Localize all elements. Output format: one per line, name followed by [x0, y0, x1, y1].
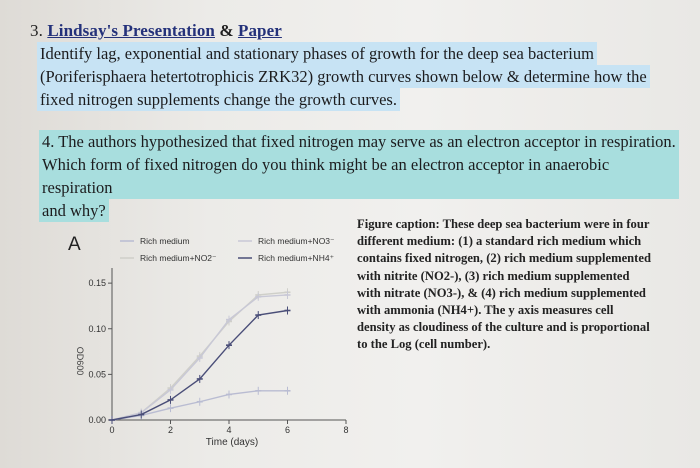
growth-curve-chart — [60, 226, 355, 456]
caption-line: different medium: (1) a standard rich medium which — [357, 234, 642, 249]
x-tick-label: 2 — [167, 425, 174, 435]
chart-legend — [120, 236, 335, 263]
panel-letter: A — [68, 234, 81, 255]
question-3-line-3: fixed nitrogen supplements change the growth curves. — [37, 88, 400, 111]
data-point — [168, 404, 174, 412]
question-4-text — [39, 130, 679, 222]
x-tick-label: 8 — [343, 425, 349, 435]
question-3-line-1: Identify lag, exponential and stationary phases of growth for the deep sea bacterium — [37, 42, 597, 65]
question-4-line-3: and why? — [39, 199, 109, 222]
question-3-heading — [30, 21, 282, 41]
caption-line: with nitrite (NO2-), (3) rich medium supplemented — [357, 268, 630, 283]
legend-label: Rich medium — [140, 236, 190, 246]
question-number: 3. — [30, 21, 43, 40]
question-4-line-1: 4. The authors hypothesized that fixed nitrogen may serve as an electron acceptor in respiration. — [39, 130, 679, 153]
data-point — [255, 387, 261, 395]
legend-label: Rich medium+NO3⁻ — [258, 236, 335, 246]
figure-caption — [357, 216, 692, 354]
y-tick-label: 0.05 — [88, 369, 106, 380]
y-tick-label: 0.10 — [88, 323, 106, 334]
caption-line: with nitrate (NO3-), & (4) rich medium supplemented — [357, 285, 646, 300]
x-tick-label: 6 — [284, 425, 291, 435]
chart-axes — [88, 268, 348, 435]
caption-line: to the Log (cell number). — [357, 337, 491, 352]
chart-series — [109, 288, 291, 424]
question-3-text — [37, 42, 677, 111]
data-point — [285, 307, 291, 315]
caption-line: contains fixed nitrogen, (2) rich medium supplemented — [357, 251, 651, 266]
data-point — [226, 390, 232, 398]
y-tick-label: 0.15 — [88, 278, 106, 289]
ampersand: & — [219, 21, 234, 40]
caption-line: with ammonia (NH4+). The y axis measures cell — [357, 303, 614, 318]
y-tick-label: 0.00 — [88, 415, 106, 425]
x-tick-label: 0 — [109, 425, 115, 435]
x-tick-label: 4 — [226, 425, 232, 435]
presenter-name: Lindsay's Presentation — [47, 21, 215, 40]
legend-label: Rich medium+NO2⁻ — [140, 253, 217, 263]
caption-line: density as cloudiness of the culture and is proportional — [357, 320, 650, 335]
growth-curve-svg — [60, 226, 355, 451]
paper-label: Paper — [237, 21, 282, 40]
data-point — [285, 387, 291, 395]
question-3-line-2: (Poriferisphaera hetertotrophicis ZRK32) growth curves shown below & determine how the — [37, 65, 650, 88]
legend-label: Rich medium+NH4⁺ — [258, 253, 335, 263]
data-point — [197, 398, 203, 406]
caption-line: Figure caption: These deep sea bacterium were in four — [357, 217, 650, 231]
data-point — [109, 416, 115, 424]
data-point — [255, 293, 261, 301]
x-axis-label: Time (days) — [205, 437, 259, 448]
data-point — [168, 396, 174, 404]
question-4-line-2: Which form of fixed nitrogen do you think might be an electron acceptor in anaerobic respiration — [39, 153, 679, 199]
y-axis-label: OD600 — [75, 346, 85, 376]
